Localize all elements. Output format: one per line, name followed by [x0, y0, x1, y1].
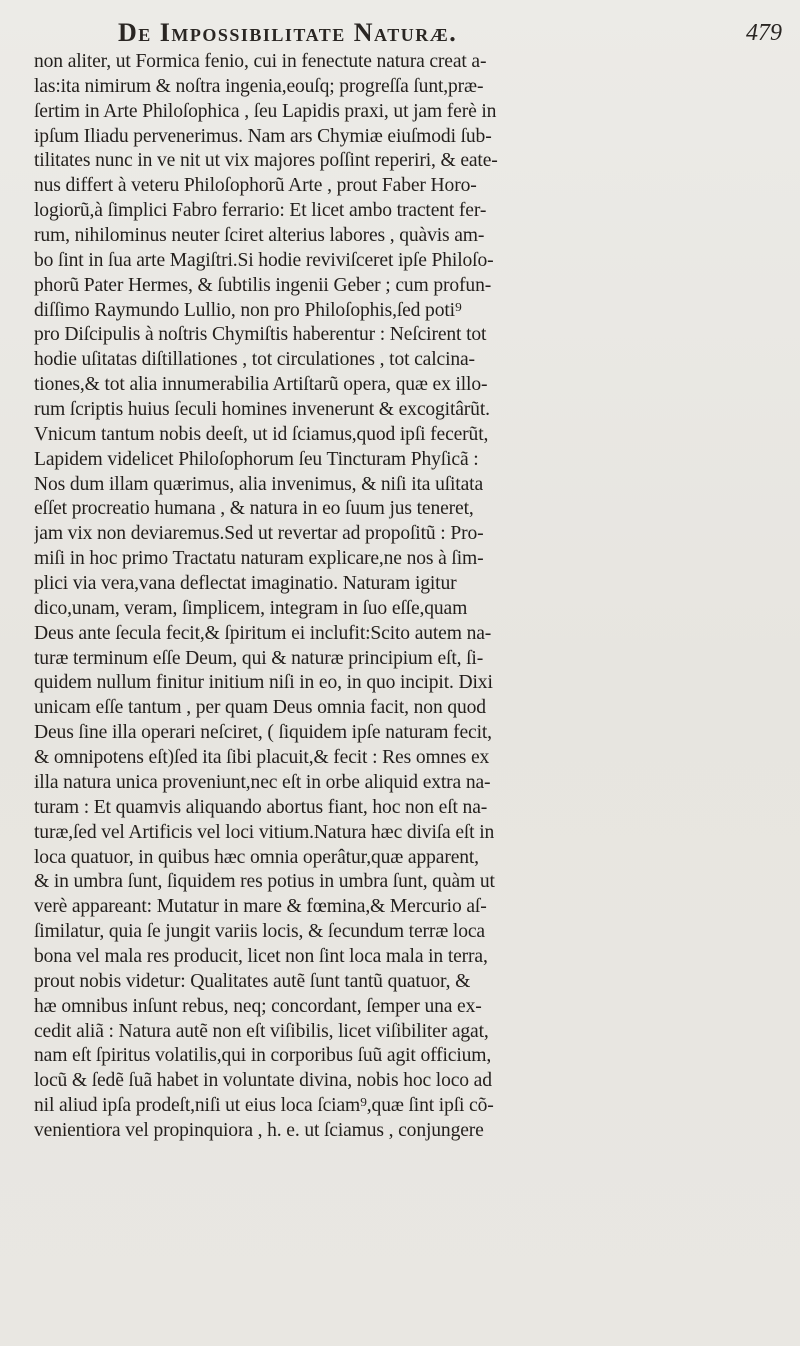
text-line: verè appareant: Mutatur in mare & fœmina,& Mercurio aſ-	[34, 896, 487, 918]
text-line: & omnipotens eſt)ſed ita ſibi placuit,& fecit : Res omnes ex	[34, 747, 490, 769]
text-line: nil aliud ipſa prodeſt,niſi ut eius loca ſciam⁹,quæ ſint ipſi cõ-	[34, 1095, 494, 1117]
text-line: bo ſint in ſua arte Magiſtri.Si hodie reviviſceret ipſe Philoſo-	[34, 249, 494, 271]
running-title: De Impossibilitate Naturæ.	[118, 18, 458, 47]
text-line: cedit aliã : Natura autẽ non eſt viſibilis, licet viſibiliter agat,	[34, 1020, 489, 1042]
text-line: tilitates nunc in ve nit ut vix majores poſſint reperiri, & eate-	[34, 150, 498, 172]
text-line: nus differt à veteru Philoſophorũ Arte , prout Faber Horo-	[34, 175, 477, 197]
text-line: ſimilatur, quia ſe jungit variis locis, & ſecundum terræ loca	[34, 921, 485, 943]
body-text	[34, 50, 776, 1144]
text-line: prout nobis videtur: Qualitates autẽ ſunt tantũ quatuor, &	[34, 970, 471, 992]
text-line: tiones,& tot alia innumerabilia Artiſtarũ opera, quæ ex illo-	[34, 374, 488, 396]
text-line: unicam eſſe tantum , per quam Deus omnia facit, non quod	[34, 697, 486, 719]
text-line: miſi in hoc primo Tractatu naturam explicare,ne nos à ſim-	[34, 548, 484, 570]
text-line: las:ita nimirum & noſtra ingenia,eouſq; progreſſa ſunt,præ-	[34, 75, 484, 97]
text-line: illa natura unica proveniunt,nec eſt in orbe aliquid extra na-	[34, 771, 491, 793]
text-line: non aliter, ut Formica fenio, cui in fenectute natura creat a-	[34, 51, 487, 72]
text-line: venientiora vel propinquiora , h. e. ut ſciamus , conjungere	[34, 1119, 484, 1141]
text-line: ipſum Iliadu pervenerimus. Nam ars Chymiæ eiuſmodi ſub-	[34, 125, 492, 147]
text-line: jam vix non deviaremus.Sed ut revertar ad propoſitũ : Pro-	[34, 523, 484, 545]
text-line: turæ,ſed vel Artificis vel loci vitium.Natura hæc diviſa eſt in	[34, 821, 495, 843]
text-line: phorũ Pater Hermes, & ſubtilis ingenii Geber ; cum profun-	[34, 274, 492, 296]
text-line: logiorũ,à ſimplici Fabro ferrario: Et licet ambo tractent fer-	[34, 200, 487, 222]
text-line: rum ſcriptis huius ſeculi homines invenerunt & excogitârũt.	[34, 399, 490, 421]
text-line: dico,unam, veram, ſimplicem, integram in ſuo eſſe,quam	[34, 597, 468, 619]
text-line: rum, nihilominus neuter ſciret alterius labores , quàvis am-	[34, 225, 485, 247]
text-line: quidem nullum finitur initium niſi in eo, in quo incipit. Dixi	[34, 672, 493, 694]
text-line: loca quatuor, in quibus hæc omnia operâtur,quæ apparent,	[34, 846, 479, 868]
text-line: bona vel mala res producit, licet non ſint loca mala in terra,	[34, 945, 488, 967]
text-line: plici via vera,vana deflectat imaginatio. Naturam igitur	[34, 573, 457, 595]
text-line: turam : Et quamvis aliquando abortus fiant, hoc non eſt na-	[34, 796, 488, 818]
text-line: Nos dum illam quærimus, alia invenimus, & niſi ita uſitata	[34, 473, 483, 495]
text-line: Deus ante ſecula fecit,& ſpiritum ei inclufit:Scito autem na-	[34, 622, 492, 644]
text-line: ſertim in Arte Philoſophica , ſeu Lapidis praxi, ut jam ferè in	[34, 100, 497, 122]
text-line: nam eſt ſpiritus volatilis,qui in corporibus ſuũ agit officium,	[34, 1045, 492, 1067]
text-line: diſſimo Raymundo Lullio, non pro Philoſophis,ſed poti⁹	[34, 299, 462, 321]
text-line: hodie uſitatas diſtillationes , tot circulationes , tot calcina-	[34, 349, 475, 371]
text-line: locũ & ſedẽ ſuã habet in voluntate divina, nobis hoc loco ad	[34, 1070, 492, 1092]
running-head	[118, 14, 782, 54]
text-line: & in umbra ſunt, ſiquidem res potius in umbra ſunt, quàm ut	[34, 871, 495, 893]
text-line: Vnicum tantum nobis deeſt, ut id ſciamus,quod ipſi fecerũt,	[34, 423, 489, 445]
text-line: Lapidem videlicet Philoſophorum ſeu Tincturam Phyſicã :	[34, 448, 479, 470]
text-line: turæ terminum eſſe Deum, qui & naturæ principium eſt, ſi-	[34, 647, 484, 669]
text-line: pro Diſcipulis à noſtris Chymiſtis haberentur : Neſcirent tot	[34, 324, 487, 346]
text-line: Deus ſine illa operari neſciret, ( ſiquidem ipſe naturam fecit,	[34, 722, 492, 744]
page-number: 479	[746, 20, 782, 46]
text-line: eſſet procreatio humana , & natura in eo ſuum jus teneret,	[34, 498, 474, 520]
text-line: hæ omnibus inſunt rebus, neq; concordant, ſemper una ex-	[34, 995, 482, 1017]
